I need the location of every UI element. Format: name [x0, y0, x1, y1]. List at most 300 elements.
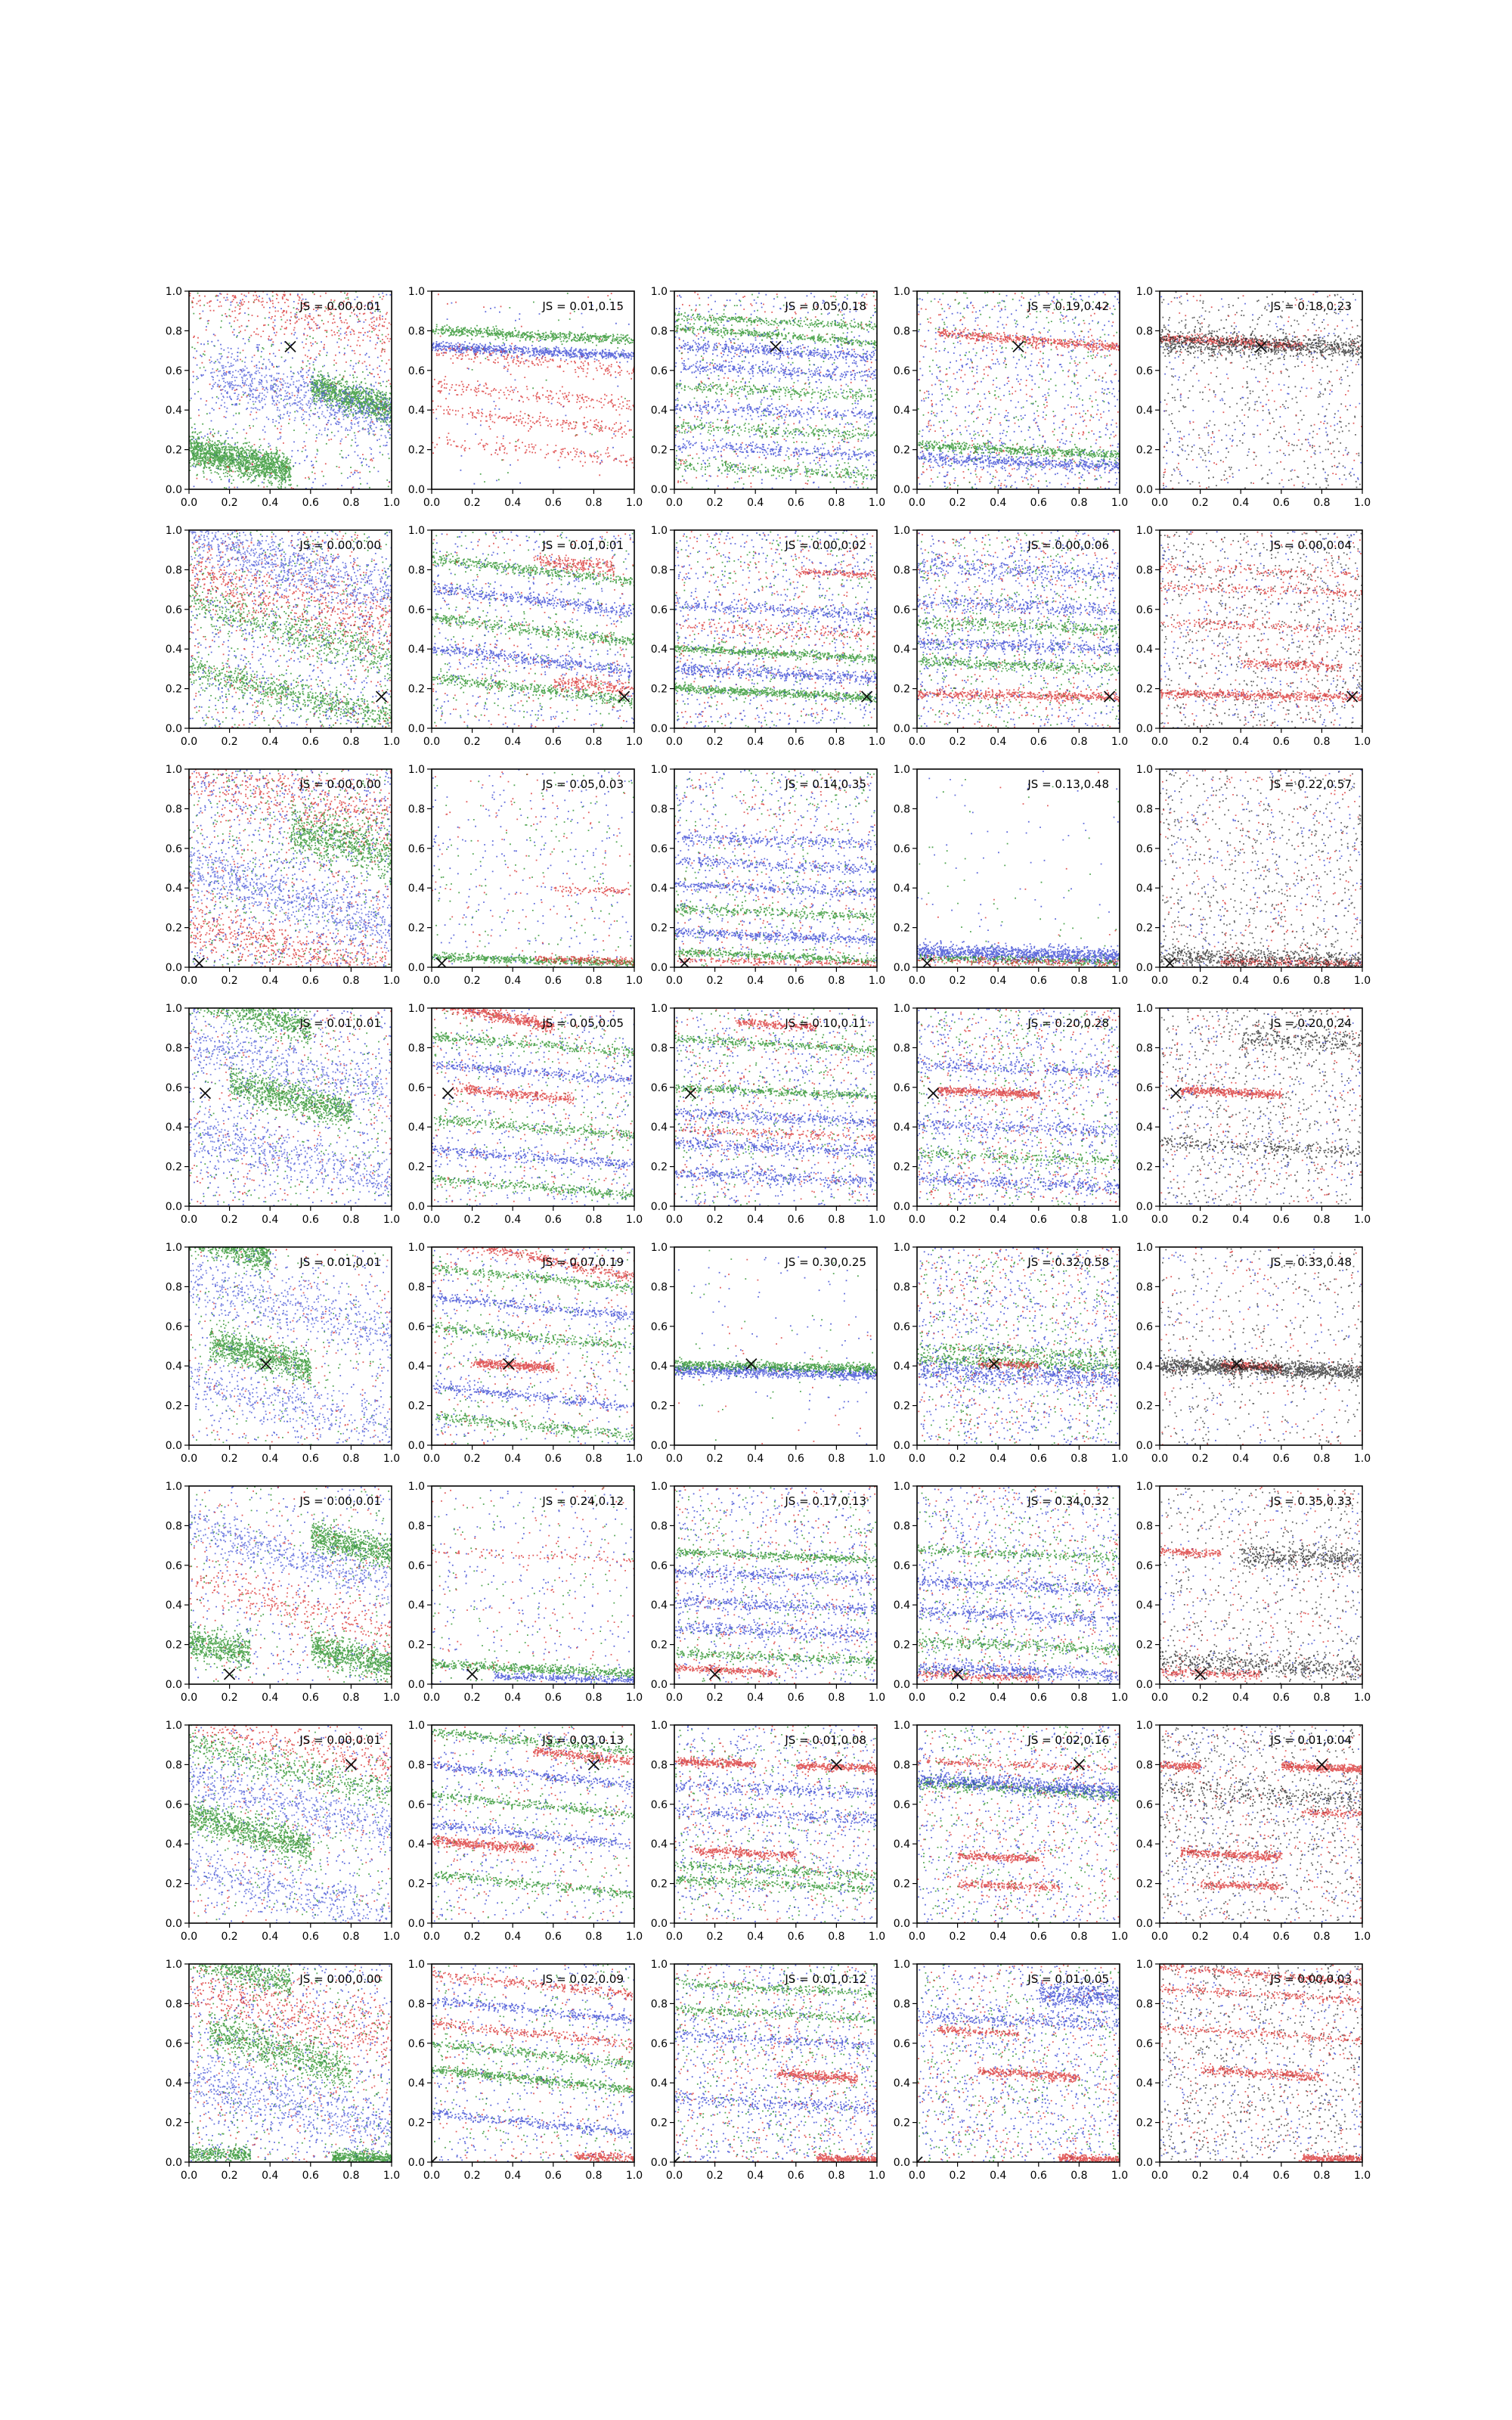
point-cloud — [674, 291, 878, 490]
js-annotation: JS = 0.33,0.48 — [1270, 1255, 1352, 1269]
y-tick-label: 0.0 — [893, 1201, 910, 1213]
js-annotation: JS = 0.20,0.24 — [1270, 1016, 1352, 1030]
x-tick-label: 1.0 — [868, 1214, 886, 1226]
js-annotation: JS = 0.01,0.01 — [299, 1016, 381, 1030]
y-tick-label: 1.0 — [650, 1242, 668, 1254]
x-tick-label: 0.0 — [180, 1214, 198, 1226]
subplot-r5-c4 — [1136, 1481, 1371, 1704]
point-cloud — [1160, 1488, 1362, 1686]
js-annotation: JS = 0.19,0.42 — [1027, 299, 1109, 313]
subplot-r6-c2 — [651, 1720, 885, 1943]
point-cloud — [919, 1009, 1120, 1208]
x-tick-label: 0.0 — [180, 2170, 198, 2182]
point-cloud — [918, 1248, 1121, 1447]
point-cloud — [674, 1248, 878, 1445]
x-tick-label: 1.0 — [1111, 975, 1129, 987]
point-cloud — [674, 1488, 878, 1686]
x-tick-label: 0.0 — [180, 975, 198, 987]
x-tick-label: 0.4 — [747, 1931, 764, 1943]
y-tick-label: 0.2 — [893, 1161, 910, 1174]
subplot-r4-c1 — [408, 1229, 643, 1465]
js-annotation: JS = 0.02,0.09 — [542, 1972, 624, 1986]
scatter-points — [1160, 1487, 1364, 1688]
x-tick-label: 0.4 — [990, 1453, 1007, 1465]
x-tick-label: 0.8 — [828, 736, 845, 748]
x-tick-label: 0.4 — [747, 1692, 764, 1704]
x-tick-label: 1.0 — [383, 1453, 401, 1465]
y-tick-label: 1.0 — [1136, 1242, 1153, 1254]
x-tick-label: 0.6 — [544, 1931, 562, 1943]
js-annotation: JS = 0.14,0.35 — [785, 777, 866, 791]
js-annotation: JS = 0.07,0.19 — [542, 1255, 624, 1269]
y-tick-label: 0.4 — [165, 1360, 182, 1373]
point-cloud — [432, 1010, 636, 1205]
y-tick-label: 0.6 — [1136, 1798, 1153, 1811]
y-tick-label: 1.0 — [893, 1720, 910, 1732]
subplot-r0-c1 — [408, 286, 643, 509]
y-tick-label: 0.6 — [650, 365, 668, 377]
y-tick-label: 0.4 — [650, 883, 668, 895]
y-tick-label: 0.6 — [407, 365, 425, 377]
x-tick-label: 0.4 — [747, 975, 764, 987]
x-tick-label: 0.2 — [949, 736, 966, 748]
js-annotation: JS = 0.32,0.58 — [1027, 1255, 1109, 1269]
x-tick-label: 0.0 — [908, 975, 926, 987]
x-tick-label: 0.2 — [221, 1931, 238, 1943]
y-tick-label: 0.2 — [407, 2117, 425, 2130]
x-tick-label: 0.6 — [1030, 1692, 1047, 1704]
js-annotation: JS = 0.01,0.04 — [1270, 1733, 1352, 1747]
axes-frame — [1160, 1964, 1362, 2162]
y-tick-label: 1.0 — [1136, 525, 1153, 537]
y-tick-label: 0.8 — [407, 1759, 425, 1772]
js-annotation: JS = 0.10,0.11 — [785, 1016, 866, 1030]
x-tick-label: 0.0 — [908, 1931, 926, 1943]
scatter-points — [674, 1248, 878, 1445]
y-tick-label: 0.2 — [407, 1161, 425, 1174]
x-tick-label: 1.0 — [625, 975, 643, 987]
point-cloud — [189, 980, 393, 1208]
y-tick-label: 0.6 — [407, 1320, 425, 1333]
y-tick-label: 0.8 — [650, 1042, 668, 1055]
y-tick-label: 0.6 — [165, 603, 182, 616]
x-tick-label: 0.6 — [544, 2170, 562, 2182]
y-tick-label: 0.2 — [407, 444, 425, 457]
x-tick-label: 0.8 — [1313, 1453, 1331, 1465]
x-tick-label: 0.6 — [544, 736, 562, 748]
x-tick-label: 1.0 — [1353, 736, 1371, 748]
x-tick-label: 0.2 — [1191, 975, 1209, 987]
y-tick-label: 1.0 — [407, 1481, 425, 1493]
x-tick-label: 0.2 — [463, 497, 481, 509]
y-tick-label: 0.6 — [407, 1081, 425, 1094]
y-tick-label: 0.6 — [165, 1559, 182, 1572]
scatter-points — [674, 1964, 878, 2165]
x-tick-label: 0.6 — [787, 497, 804, 509]
x-tick-label: 1.0 — [1111, 1931, 1129, 1943]
y-tick-label: 1.0 — [407, 1003, 425, 1015]
point-cloud — [432, 769, 636, 968]
x-tick-label: 0.4 — [1232, 497, 1250, 509]
x-tick-label: 0.4 — [1232, 975, 1250, 987]
y-tick-label: 0.4 — [1136, 1599, 1153, 1612]
x-tick-label: 0.8 — [828, 2170, 845, 2182]
y-tick-label: 0.2 — [893, 444, 910, 457]
x-tick-label: 0.2 — [463, 1931, 481, 1943]
x-tick-label: 0.0 — [908, 497, 926, 509]
js-annotation: JS = 0.01,0.12 — [785, 1972, 866, 1986]
x-tick-label: 0.4 — [990, 2170, 1007, 2182]
x-tick-label: 0.8 — [585, 497, 603, 509]
subplot-r7-c1 — [408, 1959, 643, 2182]
subplot-r3-c2 — [651, 1003, 885, 1226]
y-tick-label: 0.8 — [893, 1281, 910, 1294]
subplot-r1-c4 — [1136, 525, 1371, 748]
y-tick-label: 0.4 — [893, 644, 910, 656]
x-tick-label: 0.4 — [990, 1214, 1007, 1226]
point-cloud — [1160, 1491, 1363, 1685]
y-tick-label: 0.2 — [165, 444, 182, 457]
y-tick-label: 0.6 — [650, 1320, 668, 1333]
x-tick-label: 0.4 — [504, 1453, 522, 1465]
scatter-points — [917, 530, 1121, 729]
y-tick-label: 0.0 — [165, 1918, 182, 1930]
y-tick-label: 0.4 — [1136, 405, 1153, 417]
axes-frame — [674, 1486, 877, 1684]
x-tick-label: 0.2 — [949, 975, 966, 987]
y-tick-label: 1.0 — [650, 525, 668, 537]
y-tick-label: 1.0 — [407, 525, 425, 537]
x-tick-label: 0.0 — [1151, 1692, 1169, 1704]
y-tick-label: 0.0 — [893, 1918, 910, 1930]
axes-frame — [674, 1725, 877, 1923]
y-tick-label: 1.0 — [407, 286, 425, 298]
y-tick-label: 0.0 — [165, 962, 182, 974]
x-tick-label: 0.0 — [665, 975, 683, 987]
scatter-points — [917, 1008, 1121, 1207]
x-tick-label: 0.2 — [463, 736, 481, 748]
y-tick-label: 0.0 — [650, 1201, 668, 1213]
y-tick-label: 0.0 — [893, 1440, 910, 1452]
subplot-r5-c1 — [408, 1481, 643, 1704]
y-tick-label: 0.4 — [893, 405, 910, 417]
y-tick-label: 0.6 — [1136, 1559, 1153, 1572]
x-tick-label: 0.6 — [787, 736, 804, 748]
y-tick-label: 0.4 — [407, 1360, 425, 1373]
y-tick-label: 0.8 — [165, 564, 182, 577]
js-annotation: JS = 0.17,0.13 — [785, 1494, 866, 1508]
x-tick-label: 0.2 — [1191, 1453, 1209, 1465]
y-tick-label: 1.0 — [165, 1481, 182, 1493]
y-tick-label: 0.4 — [650, 1599, 668, 1612]
x-tick-label: 0.6 — [544, 975, 562, 987]
x-tick-label: 0.6 — [1272, 2170, 1290, 2182]
axes-frame — [917, 769, 1120, 967]
y-tick-label: 0.6 — [165, 365, 182, 377]
y-tick-label: 0.2 — [407, 1639, 425, 1652]
point-cloud — [917, 1249, 1120, 1445]
y-tick-label: 1.0 — [1136, 1720, 1153, 1732]
x-tick-label: 0.2 — [1191, 1692, 1209, 1704]
x-tick-label: 0.8 — [342, 736, 360, 748]
y-tick-label: 0.8 — [165, 1759, 182, 1772]
x-tick-label: 0.4 — [990, 1692, 1007, 1704]
x-tick-label: 0.4 — [990, 736, 1007, 748]
y-tick-label: 0.0 — [1136, 1201, 1153, 1213]
js-annotation: JS = 0.01,0.15 — [542, 299, 624, 313]
y-tick-label: 0.8 — [165, 1520, 182, 1533]
x-tick-label: 0.8 — [1313, 497, 1331, 509]
js-annotation: JS = 0.00,0.00 — [299, 1972, 381, 1986]
x-tick-label: 0.6 — [302, 975, 319, 987]
x-tick-label: 0.2 — [949, 1692, 966, 1704]
x-tick-label: 0.8 — [585, 1214, 603, 1226]
y-tick-label: 0.8 — [1136, 1759, 1153, 1772]
scatter-points — [917, 1486, 1121, 1686]
point-cloud — [675, 1964, 878, 2164]
y-tick-label: 0.4 — [893, 1122, 910, 1134]
y-tick-label: 0.8 — [893, 1998, 910, 2011]
y-tick-label: 0.6 — [893, 1798, 910, 1811]
x-tick-label: 0.4 — [747, 2170, 764, 2182]
y-tick-label: 0.0 — [650, 1440, 668, 1452]
x-tick-label: 0.0 — [180, 736, 198, 748]
y-tick-label: 0.8 — [893, 1520, 910, 1533]
y-tick-label: 0.6 — [407, 1798, 425, 1811]
reference-marker — [442, 1088, 453, 1099]
scatter-points — [432, 1726, 636, 1924]
x-tick-label: 0.2 — [949, 1931, 966, 1943]
y-tick-label: 1.0 — [650, 286, 668, 298]
point-cloud — [674, 1725, 878, 1924]
x-tick-label: 0.8 — [342, 1692, 360, 1704]
subplot-r2-c1 — [408, 764, 643, 987]
y-tick-label: 0.0 — [407, 1918, 425, 1930]
y-tick-label: 0.2 — [1136, 2117, 1153, 2130]
x-tick-label: 0.8 — [342, 1214, 360, 1226]
y-tick-label: 0.0 — [165, 723, 182, 735]
y-tick-label: 0.0 — [650, 962, 668, 974]
y-tick-label: 0.4 — [1136, 1122, 1153, 1134]
y-tick-label: 0.2 — [1136, 1639, 1153, 1652]
x-tick-label: 0.8 — [1313, 2170, 1331, 2182]
x-tick-label: 0.0 — [1151, 2170, 1169, 2182]
x-tick-label: 0.0 — [423, 1692, 441, 1704]
y-tick-label: 0.2 — [407, 1400, 425, 1413]
point-cloud — [432, 531, 636, 729]
axes-frame — [432, 291, 634, 489]
y-tick-label: 0.4 — [893, 883, 910, 895]
subplot-r4-c0 — [166, 1211, 400, 1465]
y-tick-label: 0.4 — [893, 1599, 910, 1612]
subplot-r3-c4 — [1136, 1003, 1371, 1226]
x-tick-label: 0.6 — [787, 2170, 804, 2182]
x-tick-label: 1.0 — [383, 1692, 401, 1704]
subplot-r4-c4 — [1136, 1242, 1371, 1465]
y-tick-label: 0.2 — [165, 922, 182, 935]
y-tick-label: 0.2 — [1136, 1400, 1153, 1413]
x-tick-label: 0.4 — [262, 497, 279, 509]
subplot-r4-c2 — [651, 1242, 885, 1465]
scatter-points — [674, 1725, 878, 1925]
x-tick-label: 1.0 — [1353, 1931, 1371, 1943]
subplot-r7-c2 — [651, 1959, 885, 2182]
y-tick-label: 0.6 — [893, 842, 910, 855]
scatter-points — [674, 1486, 878, 1686]
x-tick-label: 0.6 — [302, 736, 319, 748]
x-tick-label: 0.2 — [1191, 2170, 1209, 2182]
y-tick-label: 0.0 — [893, 723, 910, 735]
x-tick-label: 0.4 — [1232, 1453, 1250, 1465]
js-annotation: JS = 0.05,0.18 — [785, 299, 866, 313]
x-tick-label: 0.4 — [262, 975, 279, 987]
y-tick-label: 0.6 — [165, 2037, 182, 2050]
axes-frame — [432, 1486, 634, 1684]
js-annotation: JS = 0.24,0.12 — [542, 1494, 624, 1508]
point-cloud — [432, 293, 636, 476]
point-cloud — [1161, 1247, 1363, 1446]
x-tick-label: 1.0 — [383, 736, 401, 748]
y-tick-label: 1.0 — [650, 1959, 668, 1971]
x-tick-label: 0.2 — [463, 975, 481, 987]
x-tick-label: 0.4 — [262, 736, 279, 748]
x-tick-label: 0.8 — [342, 1931, 360, 1943]
x-tick-label: 0.4 — [262, 1453, 279, 1465]
point-cloud — [917, 1248, 1121, 1447]
y-tick-label: 1.0 — [165, 1720, 182, 1732]
x-tick-label: 0.2 — [221, 975, 238, 987]
x-tick-label: 0.2 — [706, 497, 723, 509]
y-tick-label: 0.2 — [407, 1878, 425, 1891]
x-tick-label: 0.2 — [221, 1692, 238, 1704]
y-tick-label: 0.4 — [650, 644, 668, 656]
y-tick-label: 0.0 — [650, 2157, 668, 2169]
js-annotation: JS = 0.01,0.01 — [542, 538, 624, 552]
x-tick-label: 1.0 — [1111, 497, 1129, 509]
x-tick-label: 0.2 — [949, 1214, 966, 1226]
x-tick-label: 0.6 — [787, 1692, 804, 1704]
y-tick-label: 0.8 — [1136, 1281, 1153, 1294]
x-tick-label: 0.6 — [1030, 497, 1047, 509]
y-tick-label: 1.0 — [893, 1242, 910, 1254]
y-tick-label: 0.8 — [1136, 803, 1153, 816]
axes-frame — [1160, 291, 1362, 489]
y-tick-label: 0.8 — [650, 1281, 668, 1294]
x-tick-label: 1.0 — [1353, 1214, 1371, 1226]
y-tick-label: 0.8 — [165, 325, 182, 338]
subplot-r6-c3 — [894, 1720, 1128, 1943]
y-tick-label: 0.6 — [893, 603, 910, 616]
x-tick-label: 0.8 — [585, 1692, 603, 1704]
js-annotation: JS = 0.13,0.48 — [1027, 777, 1109, 791]
point-cloud — [675, 292, 878, 489]
x-tick-label: 1.0 — [1111, 2170, 1129, 2182]
point-cloud — [1160, 939, 1363, 982]
subplot-r7-c4 — [1136, 1959, 1371, 2182]
y-tick-label: 0.2 — [650, 444, 668, 457]
y-tick-label: 0.6 — [407, 603, 425, 616]
y-tick-label: 0.2 — [407, 683, 425, 696]
point-cloud — [189, 1257, 392, 1454]
y-tick-label: 0.0 — [1136, 1440, 1153, 1452]
x-tick-label: 1.0 — [1353, 975, 1371, 987]
scatter-points — [432, 531, 636, 729]
x-tick-label: 0.2 — [949, 1453, 966, 1465]
x-tick-label: 0.4 — [990, 975, 1007, 987]
js-annotation: JS = 0.03,0.13 — [542, 1733, 624, 1747]
y-tick-label: 0.2 — [650, 1878, 668, 1891]
y-tick-label: 0.0 — [165, 1201, 182, 1213]
point-cloud — [189, 1486, 392, 1689]
y-tick-label: 0.2 — [650, 2117, 668, 2130]
x-tick-label: 1.0 — [1353, 1692, 1371, 1704]
y-tick-label: 1.0 — [407, 1720, 425, 1732]
point-cloud — [917, 1964, 1121, 2163]
x-tick-label: 0.8 — [828, 975, 845, 987]
x-tick-label: 0.0 — [665, 736, 683, 748]
js-annotation: JS = 0.00,0.00 — [299, 777, 381, 791]
y-tick-label: 1.0 — [1136, 1959, 1153, 1971]
point-cloud — [1160, 1487, 1363, 1684]
y-tick-label: 0.6 — [1136, 1320, 1153, 1333]
subplot-r4-c3 — [894, 1242, 1128, 1465]
x-tick-label: 0.0 — [180, 1692, 198, 1704]
x-tick-label: 0.2 — [706, 1692, 723, 1704]
y-tick-label: 0.2 — [407, 922, 425, 935]
subplot-r7-c3 — [894, 1959, 1128, 2182]
y-tick-label: 0.2 — [650, 922, 668, 935]
x-tick-label: 0.2 — [463, 1214, 481, 1226]
x-tick-label: 0.4 — [747, 736, 764, 748]
reference-marker — [588, 1759, 599, 1770]
point-cloud — [674, 1008, 878, 1207]
scatter-points — [917, 1248, 1121, 1447]
y-tick-label: 0.0 — [650, 1918, 668, 1930]
x-tick-label: 0.2 — [463, 2170, 481, 2182]
y-tick-label: 0.4 — [165, 644, 182, 656]
subplot-r3-c3 — [894, 1003, 1128, 1226]
axes-frame — [674, 1247, 877, 1445]
x-tick-label: 0.8 — [1070, 497, 1088, 509]
reference-marker — [928, 1088, 938, 1099]
y-tick-label: 0.8 — [893, 1759, 910, 1772]
x-tick-label: 0.4 — [1232, 1931, 1250, 1943]
y-tick-label: 0.8 — [1136, 1042, 1153, 1055]
scatter-points — [189, 980, 393, 1208]
x-tick-label: 0.8 — [1070, 975, 1088, 987]
x-tick-label: 0.2 — [1191, 497, 1209, 509]
x-tick-label: 0.8 — [585, 2170, 603, 2182]
x-tick-label: 0.2 — [706, 736, 723, 748]
point-cloud — [1160, 1354, 1363, 1384]
x-tick-label: 0.2 — [1191, 1931, 1209, 1943]
x-tick-label: 0.8 — [1313, 975, 1331, 987]
x-tick-label: 1.0 — [625, 1931, 643, 1943]
js-annotation: JS = 0.00,0.01 — [299, 1733, 381, 1747]
x-tick-label: 0.4 — [1232, 1692, 1250, 1704]
x-tick-label: 0.0 — [1151, 497, 1169, 509]
y-tick-label: 0.0 — [407, 1201, 425, 1213]
reference-marker — [225, 1669, 235, 1680]
scatter-points — [917, 771, 1121, 970]
x-tick-label: 0.6 — [1272, 975, 1290, 987]
js-annotation: JS = 0.01,0.05 — [1027, 1972, 1109, 1986]
y-tick-label: 0.8 — [407, 325, 425, 338]
y-tick-label: 0.8 — [407, 1520, 425, 1533]
y-tick-label: 0.8 — [650, 1520, 668, 1533]
scatter-points — [432, 1486, 636, 1686]
x-tick-label: 0.0 — [908, 1692, 926, 1704]
